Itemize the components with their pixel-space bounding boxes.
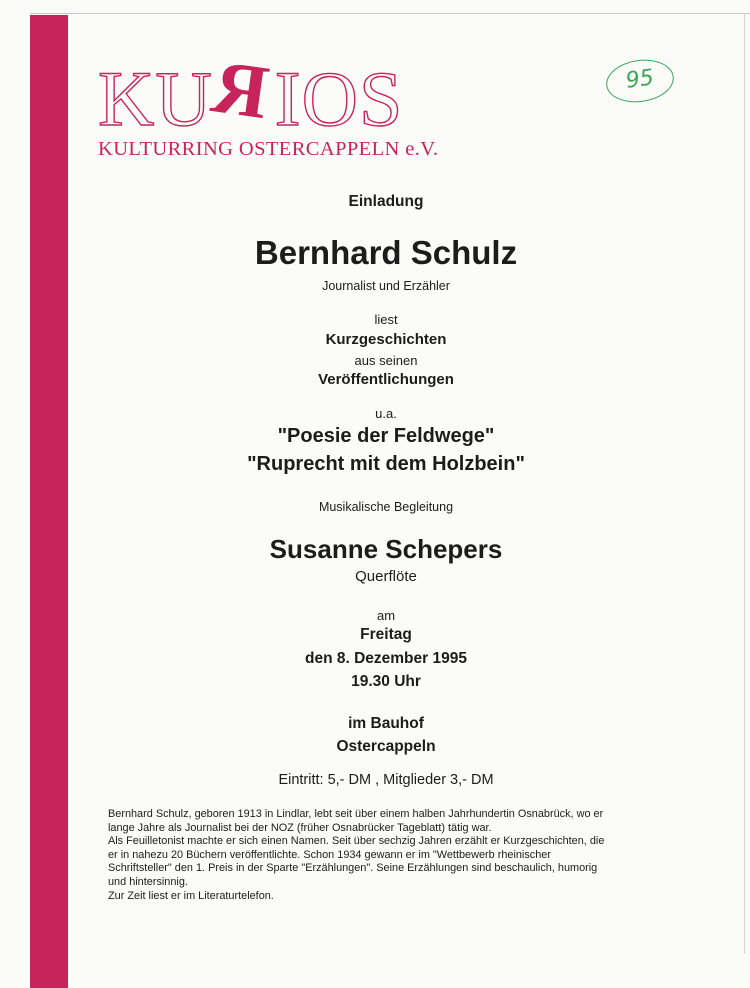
- bio-line: Als Feuilletonist machte er sich einen Namen. Seit über sechzig Jahren erzählt er Kurzgeschichten, die: [108, 835, 605, 848]
- reads-word: liest: [374, 312, 398, 327]
- bio-line: lange Jahre als Journalist bei der NOZ (früher Osnabrücker Tageblatt) tätig war.: [108, 821, 492, 834]
- admission-prices: Eintritt: 5,- DM , Mitglieder 3,- DM: [278, 772, 494, 788]
- invitation-heading: Einladung: [348, 193, 424, 210]
- author-role: Journalist und Erzähler: [322, 279, 450, 293]
- club-name: KULTURRING OSTERCAPPELN e.V.: [98, 138, 439, 160]
- weekday: Freitag: [360, 626, 412, 643]
- music-label: Musikalische Begleitung: [318, 500, 454, 514]
- scan-edge-top: [30, 13, 750, 14]
- story-title-1: "Poesie der Feldwege": [277, 425, 495, 447]
- side-bar: [30, 15, 68, 988]
- event-date: den 8. Dezember 1995: [305, 650, 467, 667]
- author-biography: [108, 808, 678, 903]
- instrument: Querflöte: [355, 568, 417, 585]
- scan-edge-right: [744, 14, 745, 954]
- kurios-logo: [98, 44, 439, 168]
- venue-line-2: Ostercappeln: [336, 738, 436, 755]
- publications: Veröffentlichungen: [318, 371, 454, 388]
- bio-line: Bernhard Schulz, geboren 1913 in Lindlar, lebt seit über einem halben Jahrhundertin Osnabrück, wo er: [108, 808, 604, 820]
- bio-line: Zur Zeit liest er im Literaturtelefon.: [108, 889, 274, 902]
- bio-line: Schriftsteller" den 1. Preis in der Sparte "Erzählungen". Seine Erzählungen sind beschaulich, humorig: [108, 862, 598, 875]
- on-word: am: [376, 608, 396, 623]
- author-name: Bernhard Schulz: [254, 234, 518, 271]
- event-time: 19.30 Uhr: [351, 673, 421, 690]
- short-stories: Kurzgeschichten: [325, 331, 447, 348]
- bio-line: und hintersinnig.: [108, 875, 188, 888]
- story-title-2: "Ruprecht mit dem Holzbein": [247, 453, 525, 475]
- stamp-number: 95: [624, 65, 656, 94]
- among-others: u.a.: [375, 406, 397, 421]
- handwritten-number-stamp: [603, 55, 676, 106]
- musician-name: Susanne Schepers: [269, 534, 503, 564]
- logo-wordmark-letters: KU IOS: [98, 55, 404, 142]
- from-his: aus seinen: [354, 353, 418, 368]
- venue-line-1: im Bauhof: [348, 715, 424, 732]
- logo-mirrored-r: R: [207, 44, 274, 136]
- bio-line: er in nahezu 20 Büchern veröffentlichte. Schon 1934 gewann er im "Wettbewerb rheinischer: [108, 848, 551, 861]
